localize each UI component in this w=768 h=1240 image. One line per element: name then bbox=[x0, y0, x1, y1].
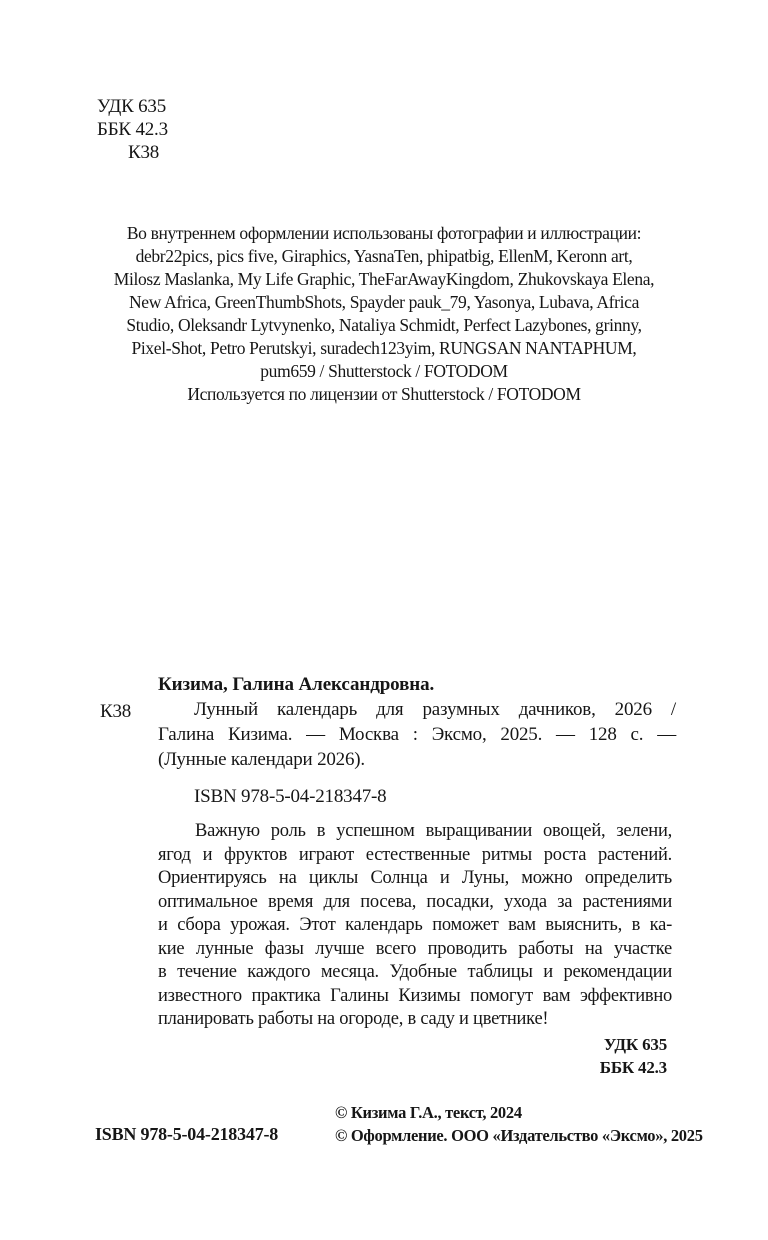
isbn-footer: ISBN 978-5-04-218347-8 bbox=[95, 1124, 279, 1144]
credits-line: New Africa, GreenThumbShots, Spayder pauk_79, Yasonya, Lubava, Africa bbox=[129, 292, 639, 312]
annotation-line: Ориентируясь на циклы Солнца и Луны, можно определить bbox=[158, 868, 672, 888]
udk-code: УДК 635 bbox=[97, 96, 167, 117]
license-note-line: Используется по лицензии от Shutterstock / FOTODOM bbox=[187, 384, 581, 404]
annotation-line: и сбора урожая. Этот календарь поможет вам выяснить, в ка- bbox=[158, 915, 672, 935]
credits-line: Studio, Oleksandr Lytvynenko, Nataliya Schmidt, Perfect Lazybones, grinny, bbox=[126, 315, 642, 335]
illustration-credits bbox=[94, 222, 674, 406]
annotation-line: ягод и фруктов играют естественные ритмы роста растений. bbox=[158, 844, 672, 865]
classification-codes bbox=[97, 95, 168, 164]
copyright-block bbox=[335, 1102, 703, 1147]
bbk-code-bottom: ББК 42.3 bbox=[599, 1058, 667, 1077]
annotation-line: кие лунные фазы лучше всего проводить работы на участке bbox=[158, 938, 672, 959]
annotation-line: Важную роль в успешном выращивании овощей, зелени, bbox=[195, 821, 672, 841]
isbn-catalog: ISBN 978-5-04-218347-8 bbox=[194, 786, 387, 807]
bibliographic-record bbox=[158, 672, 676, 809]
author-heading: Кизима, Галина Александровна. bbox=[158, 674, 435, 695]
bibliographic-description-line: Галина Кизима. — Москва : Эксмо, 2025. — 128 с. — bbox=[158, 724, 676, 745]
annotation-line: известного практика Галины Кизимы помогут вам эффективно bbox=[158, 985, 672, 1006]
credits-line: debr22pics, pics five, Giraphics, YasnaTen, phipatbig, EllenM, Keronn art, bbox=[135, 246, 633, 266]
credits-line: Во внутреннем оформлении использованы фотографии и иллюстрации: bbox=[126, 223, 642, 243]
author-sign-code: К38 bbox=[128, 142, 160, 163]
bbk-code: ББК 42.3 bbox=[97, 119, 168, 140]
annotation-line: в течение каждого месяца. Удобные таблицы и рекомендации bbox=[158, 962, 672, 982]
classification-codes-bottom bbox=[600, 1033, 667, 1079]
credits-line: Pixel-Shot, Petro Perutskyi, suradech123yim, RUNGSAN NANTAPHUM, bbox=[131, 338, 637, 358]
annotation-line: планировать работы на огороде, в саду и цветнике! bbox=[158, 1009, 549, 1029]
copyright-design-line: © Оформление. ООО «Издательство «Эксмо», 2025 bbox=[335, 1125, 703, 1145]
author-sign-margin: К38 bbox=[100, 701, 132, 722]
annotation bbox=[158, 820, 672, 1032]
copyright-text-line: © Кизима Г.А., текст, 2024 bbox=[335, 1103, 522, 1122]
credits-line: Milosz Maslanka, My Life Graphic, TheFarAwayKingdom, Zhukovskaya Elena, bbox=[113, 269, 655, 289]
annotation-line: оптимальное время для посева, посадки, ухода за растениями bbox=[158, 891, 672, 912]
bibliographic-description-line: Лунный календарь для разумных дачников, 2026 / bbox=[194, 699, 676, 720]
bibliographic-description-line: (Лунные календари 2026). bbox=[158, 749, 365, 770]
udk-code-bottom: УДК 635 bbox=[603, 1035, 667, 1054]
credits-line: pum659 / Shutterstock / FOTODOM bbox=[260, 361, 508, 381]
